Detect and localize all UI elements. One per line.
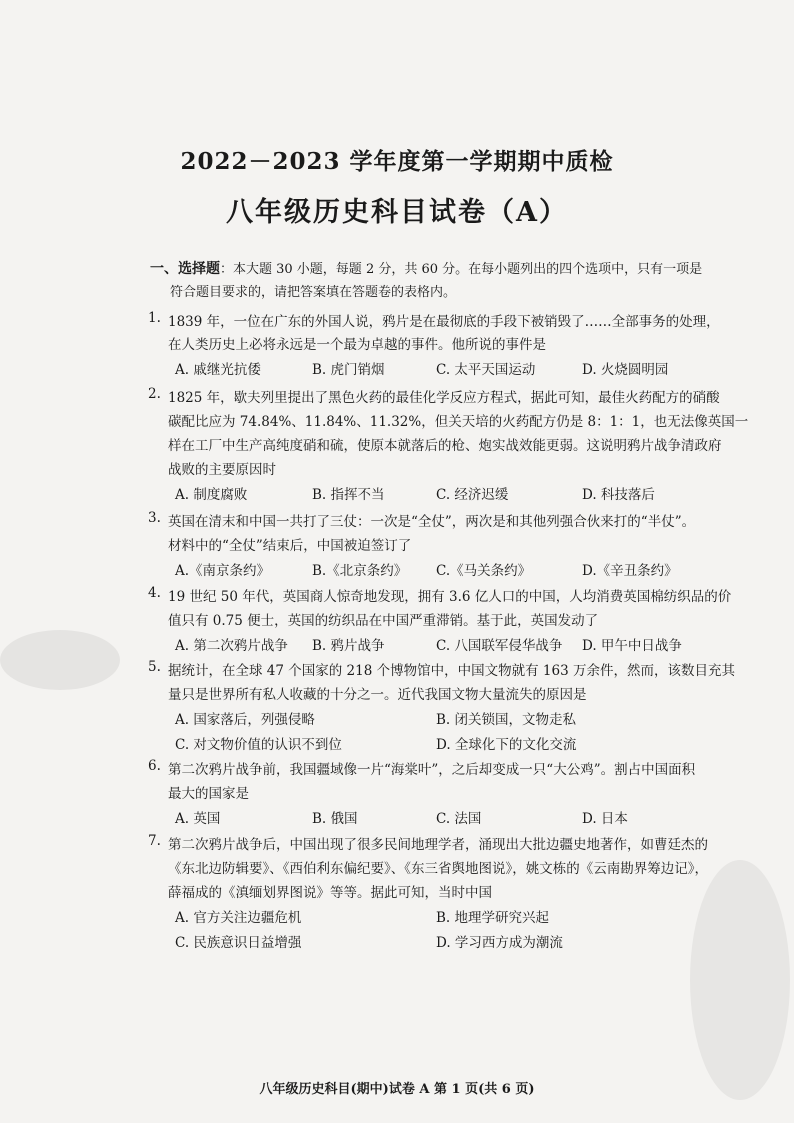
question-text-line: 材料中的“全仗”结束后，中国被迫签订了 xyxy=(168,538,412,554)
option-d: D. 学习西方成为潮流 xyxy=(436,935,563,951)
question-text-line: 值只有 0.75 便士，英国的纺织品在中国严重滞销。基于此，英国发动了 xyxy=(168,613,599,629)
question-text-line: 1839 年，一位在广东的外国人说，鸦片是在最彻底的手段下被销毁了……全部事务的处理， xyxy=(168,314,720,330)
exam-title-subject: 八年级历史科目试卷（A） xyxy=(226,197,568,228)
option-a: A. 官方关注边疆危机 xyxy=(175,910,302,926)
question-text-line: 第二次鸦片战争后，中国出现了很多民间地理学者，涌现出大批边疆史地著作，如曹廷杰的 xyxy=(168,837,708,853)
question-text-line: 在人类历史上必将永远是一个最为卓越的事件。他所说的事件是 xyxy=(168,337,546,353)
question-text-line: 《东北边防辑要》、《西伯利东偏纪要》、《东三省舆地图说》，姚文栋的《云南勘界筹边记》， xyxy=(168,861,708,877)
option-b: B.《北京条约》 xyxy=(312,563,408,579)
question-number: 4. xyxy=(148,585,161,601)
option-c: C.《马关条约》 xyxy=(436,563,532,579)
scan-smudge xyxy=(690,860,790,1100)
question-number: 1. xyxy=(148,310,161,326)
option-a: A. 戚继光抗倭 xyxy=(175,362,261,378)
question-number: 3. xyxy=(148,510,161,526)
option-b: B. 俄国 xyxy=(312,811,358,827)
option-c: C. 对文物价值的认识不到位 xyxy=(175,737,342,753)
question-text-line: 最大的国家是 xyxy=(168,786,249,802)
option-c: C. 民族意识日益增强 xyxy=(175,935,302,951)
exam-title-year: 2022－2023 学年度第一学期期中质检 xyxy=(180,148,614,175)
option-d: D. 全球化下的文化交流 xyxy=(436,737,577,753)
option-a: A.《南京条约》 xyxy=(175,563,271,579)
question-text-line: 量只是世界所有私人收藏的十分之一。近代我国文物大量流失的原因是 xyxy=(168,687,587,703)
section-heading: 一、选择题 xyxy=(150,261,220,277)
option-a: A. 国家落后，列强侵略 xyxy=(175,712,315,728)
question-text-line: 薛福成的《滇缅划界图说》等等。据此可知，当时中国 xyxy=(168,885,492,901)
question-number: 2. xyxy=(148,386,161,402)
option-b: B. 指挥不当 xyxy=(312,487,385,503)
option-d: D. 甲午中日战争 xyxy=(582,638,682,654)
option-a: A. 第二次鸦片战争 xyxy=(175,638,288,654)
section-instruction-line1 xyxy=(150,258,702,278)
option-c: C. 太平天国运动 xyxy=(436,362,536,378)
scan-smudge xyxy=(0,630,120,690)
option-d: D. 火烧圆明园 xyxy=(582,362,669,378)
option-c: C. 法国 xyxy=(436,811,482,827)
question-text-line: 第二次鸦片战争前，我国疆域像一片“海棠叶”，之后却变成一只“大公鸡”。割占中国面积 xyxy=(168,762,696,778)
option-b: B. 鸦片战争 xyxy=(312,638,385,654)
option-d: D.《辛丑条约》 xyxy=(582,563,678,579)
question-text-line: 1825 年，歇夫列里提出了黑色火药的最佳化学反应方程式，据此可知，最佳火药配方的硝酸 xyxy=(168,390,720,406)
option-c: C. 经济迟缓 xyxy=(436,487,509,503)
option-b: B. 地理学研究兴起 xyxy=(436,910,550,926)
option-b: B. 虎门销烟 xyxy=(312,362,385,378)
question-text-line: 战败的主要原因时 xyxy=(168,462,276,478)
question-number: 5. xyxy=(148,659,161,675)
option-d: D. 科技落后 xyxy=(582,487,655,503)
question-text-line: 碳配比应为 74.84%、11.84%、11.32%，但关天培的火药配方仍是 8：1：1，也无法像英国一 xyxy=(168,414,749,430)
section-instruction-line2: 符合题目要求的，请把答案填在答题卷的表格内。 xyxy=(170,285,457,300)
page-footer: 八年级历史科目(期中)试卷 A 第 1 页(共 6 页) xyxy=(259,1082,535,1097)
question-number: 6. xyxy=(148,758,161,774)
question-text-line: 样在工厂中生产高纯度硝和硫，使原本就落后的枪、炮实战效能更弱。这说明鸦片战争清政府 xyxy=(168,438,722,454)
question-text-line: 英国在清末和中国一共打了三仗：一次是“全仗”，两次是和其他列强合伙来打的“半仗”。 xyxy=(168,514,696,530)
option-c: C. 八国联军侵华战争 xyxy=(436,638,563,654)
option-a: A. 英国 xyxy=(175,811,221,827)
question-text-line: 据统计，在全球 47 个国家的 218 个博物馆中，中国文物就有 163 万余件，然而，该数目充其 xyxy=(168,663,735,679)
option-a: A. 制度腐败 xyxy=(175,487,248,503)
question-text-line: 19 世纪 50 年代，英国商人惊奇地发现，拥有 3.6 亿人口的中国，人均消费英国棉纺织品的价 xyxy=(168,589,732,605)
option-d: D. 日本 xyxy=(582,811,628,827)
option-b: B. 闭关锁国，文物走私 xyxy=(436,712,577,728)
question-number: 7. xyxy=(148,833,161,849)
section-instruction-text: ：本大题 30 小题，每题 2 分，共 60 分。在每小题列出的四个选项中，只有一项是 xyxy=(220,262,703,277)
